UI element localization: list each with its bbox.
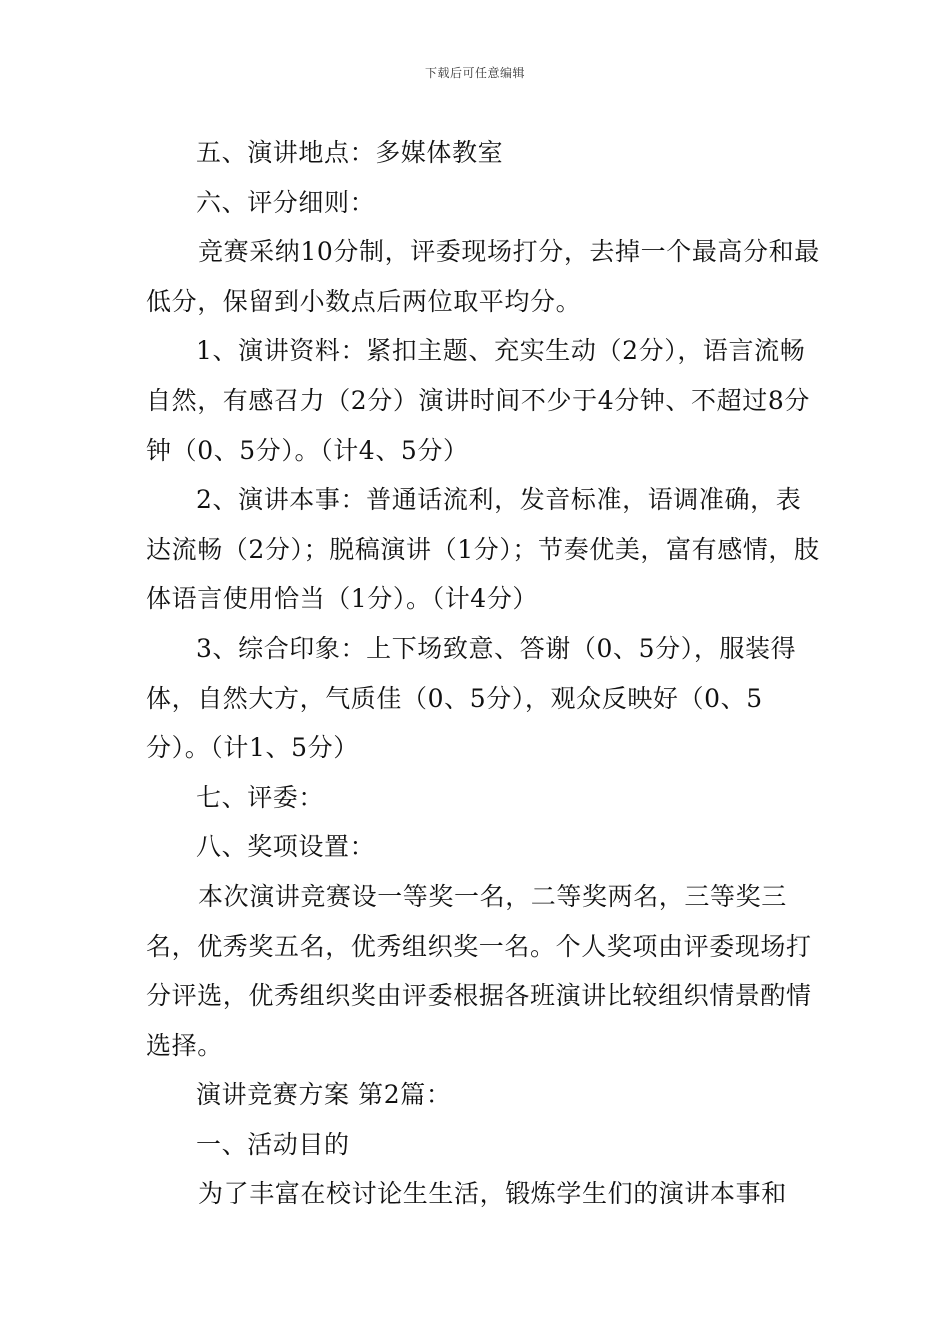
paragraph-criterion-skill: 2、演讲本事：普通话流利，发音标准，语调准确，表达流畅（2分）；脱稿演讲（1分）；节奏优美，富有感情，肢体语言使用恰当（1分）。（计4分） (146, 485, 820, 614)
paragraph-judges-heading: 七、评委： (196, 782, 325, 812)
page-header: 下载后可任意编辑 (424, 66, 525, 80)
paragraph-purpose-heading: 一、活动目的 (196, 1129, 350, 1159)
paragraph-purpose-detail: 为了丰富在校讨论生生活，锻炼学生们的演讲本事和 (198, 1179, 787, 1209)
document-body (146, 128, 826, 1219)
paragraph-section-title: 演讲竞赛方案 第2篇： (196, 1080, 452, 1110)
paragraph-criterion-impression: 3、综合印象：上下场致意、答谢（0、5分），服装得体，自然大方，气质佳（0、5分），观众反映好（0、5分）。（计1、5分） (146, 633, 797, 763)
paragraph-venue: 五、演讲地点：多媒体教室 (196, 138, 504, 167)
paragraph-awards-heading: 八、奖项设置： (196, 832, 376, 862)
paragraph-awards-detail: 本次演讲竞赛设一等奖一名，二等奖两名，三等奖三名，优秀奖五名，优秀组织奖一名。个人奖项由评委现场打分评选，优秀组织奖由评委根据各班演讲比较组织情景酌情选择。 (146, 881, 812, 1060)
paragraph-criterion-content: 1、演讲资料：紧扣主题、充实生动（2分），语言流畅自然，有感召力（2分）演讲时间不少于4分钟、不超过8分钟（0、5分）。（计4、5分） (146, 336, 810, 465)
paragraph-scoring-heading: 六、评分细则： (196, 187, 376, 217)
paragraph-scoring-rule: 竞赛采纳10分制，评委现场打分，去掉一个最高分和最低分，保留到小数点后两位取平均分。 (146, 237, 820, 316)
